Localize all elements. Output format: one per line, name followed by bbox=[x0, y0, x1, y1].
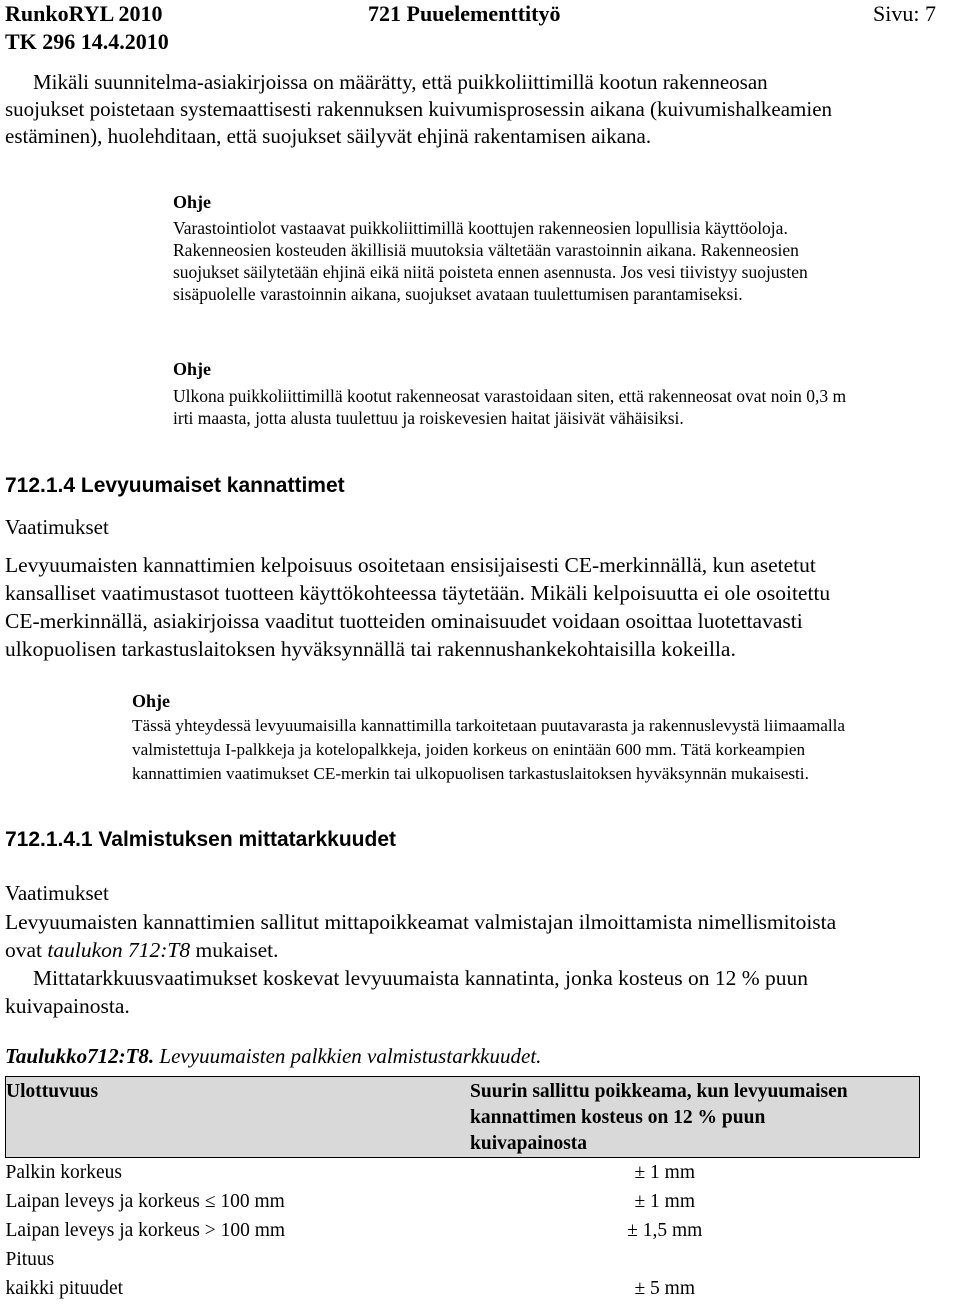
section-title: 721 Puuelementtityö bbox=[368, 1, 561, 26]
guidance-block-outdoor bbox=[173, 358, 846, 429]
table-caption-text: Levyuumaisten palkkien valmistustarkkuudet. bbox=[154, 1044, 542, 1068]
text-fragment: mukaiset. bbox=[190, 938, 279, 962]
dimension-label: Laipan leveys ja korkeus bbox=[5, 1191, 200, 1212]
dimension-limit: 100 mm bbox=[220, 1191, 285, 1212]
guidance-block-storage bbox=[173, 191, 808, 305]
table-cell-dimension bbox=[6, 1189, 471, 1218]
table-cell-dimension: Palkin korkeus bbox=[5, 1162, 122, 1183]
requirements-title: Vaatimukset bbox=[5, 515, 109, 539]
guidance-line: Ulkona puikkoliittimillä kootut rakenneosat varastoidaan siten, että rakenneosat ovat noin 0,3 m bbox=[173, 386, 847, 406]
table-cell-deviation: ± 5 mm bbox=[634, 1278, 696, 1299]
guidance-block-definition bbox=[132, 690, 845, 785]
intro-line: estäminen), huolehditaan, että suojukset säilyvät ehjinä rakentamisen aikana. bbox=[5, 124, 652, 148]
paragraph-line: Levyuumaisten kannattimien kelpoisuus osoitetaan ensisijaisesti CE-merkinnällä, kun asetetut bbox=[5, 553, 816, 577]
table-cell-dimension: Pituus bbox=[5, 1249, 55, 1270]
intro-paragraph bbox=[5, 69, 832, 150]
header-line: kuivapainosta bbox=[470, 1133, 588, 1154]
section-heading-712-1-4: 712.1.4 Levyuumaiset kannattimet bbox=[5, 474, 345, 497]
paragraph-line: CE-merkinnällä, asiakirjoissa vaaditut tuotteiden ominaisuudet voidaan osoittaa luotettavasti bbox=[5, 609, 803, 633]
table-row bbox=[6, 1160, 920, 1189]
guidance-line: irti maasta, jotta alusta tuulettuu ja roiskevesien haitat jäisivät vähäisiksi. bbox=[173, 408, 684, 428]
guidance-line: Varastointiolot vastaavat puikkoliittimillä koottujen rakenneosien lopullisia käyttöoloja. bbox=[173, 218, 788, 238]
paragraph-line: kansalliset vaatimustasot tuotteen käyttökohteessa täytetään. Mikäli kelpoisuutta ei ole osoitettu bbox=[5, 581, 831, 605]
table-row bbox=[6, 1189, 920, 1218]
paragraph-line bbox=[5, 936, 836, 964]
doc-title: RunkoRYL 2010 bbox=[5, 1, 163, 26]
paragraph-line: ulkopuolisen tarkastuslaitoksen hyväksynnällä tai rakennushankekohtaisilla kokeilla. bbox=[5, 637, 736, 661]
guidance-line: kannattimien vaatimukset CE-merkin tai ulkopuolisen tarkastuslaitoksen hyväksynnän mukaisesti. bbox=[132, 764, 809, 783]
table-cell-deviation: ± 1,5 mm bbox=[627, 1220, 703, 1241]
tolerance-paragraph bbox=[5, 908, 836, 1020]
doc-id: TK 296 14.4.2010 bbox=[5, 29, 169, 54]
guidance-line: Tässä yhteydessä levyuumaisilla kannattimilla tarkoitetaan puutavarasta ja rakennuslevystä liimaamalla bbox=[132, 716, 846, 735]
guidance-title: Ohje bbox=[173, 192, 211, 212]
page-number: Sivu: 7 bbox=[873, 1, 936, 26]
comparison-symbol: > bbox=[204, 1220, 216, 1241]
table-reference: taulukon 712:T8 bbox=[47, 938, 191, 962]
table-header-dimension: Ulottuvuus bbox=[6, 1077, 471, 1158]
text-fragment: ovat bbox=[5, 938, 48, 962]
guidance-title: Ohje bbox=[173, 359, 211, 379]
table-row bbox=[6, 1276, 920, 1305]
dimension-limit: 100 mm bbox=[220, 1220, 286, 1241]
tolerance-table bbox=[5, 1076, 920, 1305]
guidance-line: Rakenneosien kosteuden äkillisiä muutoksia vältetään varastoinnin aikana. Rakenneosien bbox=[173, 240, 799, 260]
guidance-line: valmistettuja I-palkkeja ja kotelopalkkeja, joiden korkeus on enintään 600 mm. Tätä korkeampien bbox=[132, 740, 806, 759]
dimension-label: Laipan leveys ja korkeus bbox=[5, 1220, 200, 1241]
guidance-title: Ohje bbox=[132, 691, 170, 711]
paragraph-line: kuivapainosta. bbox=[5, 994, 130, 1018]
table-row bbox=[6, 1247, 920, 1276]
table-cell-deviation: ± 1 mm bbox=[634, 1191, 696, 1212]
table-cell-dimension: kaikki pituudet bbox=[5, 1278, 124, 1299]
requirements-paragraph bbox=[5, 551, 830, 663]
paragraph-line: Mittatarkkuusvaatimukset koskevat levyuumaista kannatinta, jonka kosteus on 12 % puun bbox=[33, 966, 809, 990]
header-line: kannattimen kosteus on 12 % puun bbox=[470, 1107, 766, 1128]
table-cell-deviation bbox=[470, 1247, 920, 1276]
section-heading-712-1-4-1: 712.1.4.1 Valmistuksen mittatarkkuudet bbox=[5, 828, 397, 851]
table-row bbox=[6, 1218, 920, 1247]
guidance-line: sisäpuolelle varastoinnin aikana, suojukset avataan tuulettumisen parantamiseksi. bbox=[173, 284, 743, 304]
table-cell-deviation: ± 1 mm bbox=[634, 1162, 696, 1183]
requirements-title: Vaatimukset bbox=[5, 881, 109, 905]
table-caption-number: Taulukko712:T8. bbox=[5, 1044, 155, 1068]
intro-line: suojukset poistetaan systemaattisesti rakennuksen kuivumisprosessin aikana (kuivumishalkeamien bbox=[5, 97, 833, 121]
table-header-row bbox=[6, 1077, 920, 1158]
intro-line: Mikäli suunnitelma-asiakirjoissa on määrätty, että puikkoliittimillä kootun rakenneosan bbox=[33, 70, 768, 94]
table-cell-dimension bbox=[6, 1218, 471, 1247]
paragraph-line: Levyuumaisten kannattimien sallitut mittapoikkeamat valmistajan ilmoittamista nimellismitoista bbox=[5, 910, 837, 934]
guidance-line: suojukset säilytetään ehjinä eikä niitä poisteta ennen asennusta. Jos vesi tiivistyy suojusten bbox=[173, 262, 808, 282]
header-line: Suurin sallittu poikkeama, kun levyuumaisen bbox=[470, 1081, 848, 1102]
table-caption bbox=[5, 1044, 541, 1069]
comparison-symbol: ≤ bbox=[204, 1191, 216, 1212]
table-header-deviation bbox=[470, 1077, 920, 1158]
